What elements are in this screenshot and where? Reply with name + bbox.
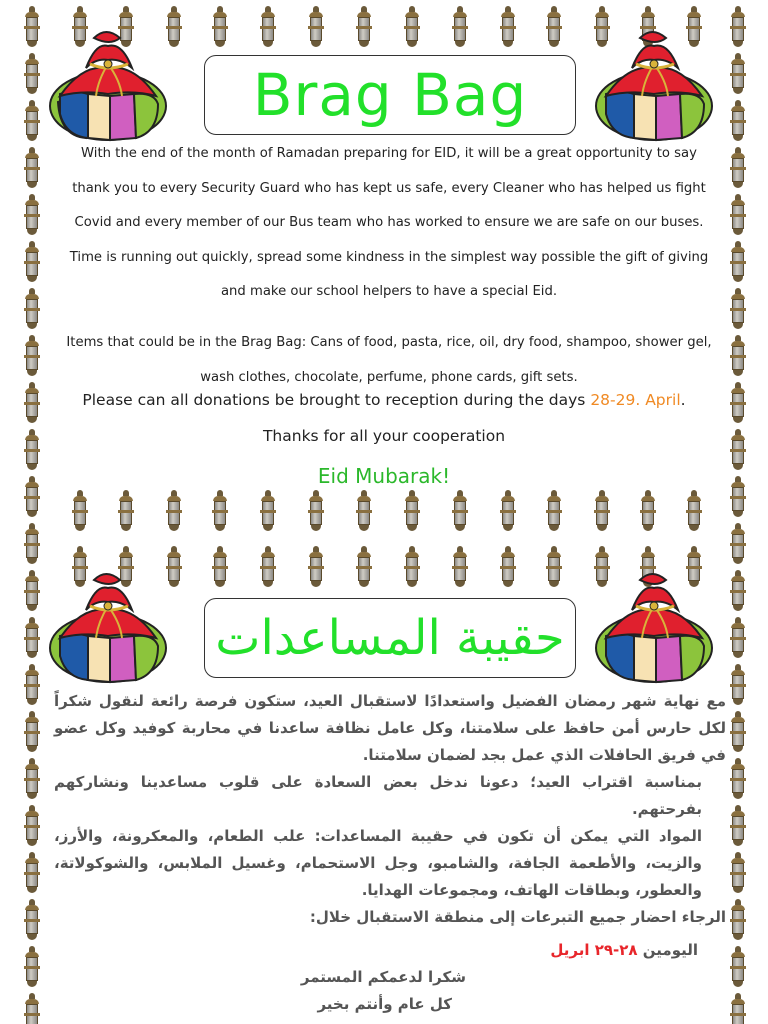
arabic-thanks: شكرا لدعمكم المستمر <box>300 968 466 986</box>
paragraph-line: thank you to every Security Guard who has kept us safe, every Cleaner who has helped us fight <box>72 180 706 196</box>
paragraph-line: With the end of the month of Ramadan preparing for EID, it will be a great opportunity to say <box>81 146 697 161</box>
lantern-icon <box>730 852 746 896</box>
paragraph-line: and make our school helpers to have a special Eid. <box>220 284 558 299</box>
paragraph-line: Covid and every member of our Bus team who has worked to ensure we are safe on our buses. <box>74 215 704 230</box>
lantern-icon <box>730 899 746 943</box>
lantern-icon <box>546 6 562 50</box>
arabic-items-list: المواد التي يمكن أن تكون في حقيبة المساعدات: علب الطعام، والمعكرونة، والأرز، والزيت، والأطعمة الجافة، والشامبو، وجل الاستحمام، وغسيل الملابس، والشوكولاتة، والعطور، وبطاقات الهاتف، ومجموعات الهدايا. <box>54 827 702 899</box>
lantern-icon <box>24 194 40 238</box>
lantern-icon <box>24 993 40 1024</box>
lantern-icon <box>24 899 40 943</box>
thanks-text: Thanks for all your cooperation <box>262 427 506 445</box>
page-title: Brag Bag <box>252 61 528 129</box>
lantern-icon <box>212 490 228 534</box>
lantern-icon <box>546 490 562 534</box>
lantern-icon <box>260 546 276 590</box>
lantern-icon <box>24 664 40 708</box>
lantern-icon <box>72 490 88 534</box>
lantern-icon <box>640 490 656 534</box>
lantern-icon <box>730 664 746 708</box>
english-title-box <box>204 55 576 135</box>
lantern-icon <box>24 147 40 191</box>
gift-bag-icon <box>46 566 170 684</box>
lantern-icon <box>356 546 372 590</box>
lantern-icon <box>308 546 324 590</box>
arabic-title-box <box>204 598 576 678</box>
lantern-icon <box>212 6 228 50</box>
lantern-icon <box>24 711 40 755</box>
lantern-icon <box>404 546 420 590</box>
lantern-icon <box>118 490 134 534</box>
lantern-icon <box>24 335 40 379</box>
lantern-icon <box>730 711 746 755</box>
lantern-icon <box>452 490 468 534</box>
lantern-icon <box>24 100 40 144</box>
lantern-icon <box>24 241 40 285</box>
gift-bag-icon <box>592 566 716 684</box>
lantern-icon <box>356 6 372 50</box>
lantern-icon <box>730 570 746 614</box>
lantern-icon <box>730 6 746 50</box>
lantern-icon <box>730 805 746 849</box>
lantern-icon <box>308 490 324 534</box>
lantern-icon <box>260 490 276 534</box>
lantern-icon <box>500 490 516 534</box>
lantern-icon <box>404 6 420 50</box>
lantern-icon <box>24 805 40 849</box>
lantern-icon <box>24 288 40 332</box>
arabic-paragraph: مع نهاية شهر رمضان الفضيل واستعدادًا لاستقبال العيد، ستكون فرصة رائعة لنقول شكراً لكل حارس أمن حافظ على سلامتنا، وكل عامل نظافة ساعدنا في محاربة كوفيد وكل عضو في فريق الحافلات الذي عمل بجد لضمان سلامتنا. بمناسبة اقتراب العيد؛ دعونا ندخل بعض السعادة على قلوب مساعدينا ونشاركهم بفرحتهم. المواد التي يمكن أن تكون في حقيبة المساعدات: علب الطعام، والمعكرونة، والأرز، والزيت، والأطعمة الجافة، والشامبو، وجل الاستحمام، وغسيل الملابس، والشوكولاتة، والعطور، وبطاقات الهاتف، ومجموعات الهدايا. الرجاء احضار جميع التبرعات إلى منطقة الاستقبال خلال: <box>54 688 726 931</box>
lantern-icon <box>452 546 468 590</box>
lantern-icon <box>260 6 276 50</box>
lantern-icon <box>166 490 182 534</box>
lantern-icon <box>686 490 702 534</box>
paragraph-line: Time is running out quickly, spread some kindness in the simplest way possible the gift of giving <box>69 249 709 265</box>
lantern-icon <box>500 6 516 50</box>
lantern-icon <box>308 6 324 50</box>
items-line: Items that could be in the Brag Bag: Cans of food, pasta, rice, oil, dry food, shampoo, shower gel, <box>66 335 712 350</box>
arabic-donation-days: اليومين ٢٨-٢٩ ابريل <box>550 941 698 959</box>
lantern-icon <box>212 546 228 590</box>
lantern-icon <box>24 570 40 614</box>
lantern-icon <box>404 490 420 534</box>
items-line: wash clothes, chocolate, perfume, phone cards, gift sets. <box>200 370 578 385</box>
lantern-icon <box>356 490 372 534</box>
lantern-icon <box>24 852 40 896</box>
lantern-icon <box>24 758 40 802</box>
lantern-icon <box>500 546 516 590</box>
lantern-icon <box>24 523 40 567</box>
lantern-icon <box>594 490 610 534</box>
gift-bag-icon <box>592 24 716 142</box>
lantern-icon <box>452 6 468 50</box>
lantern-icon <box>546 546 562 590</box>
gift-bag-icon <box>46 24 170 142</box>
donation-notice: Please can all donations be brought to reception during the days 28-29. April. <box>82 391 686 409</box>
lantern-icon <box>730 993 746 1024</box>
lantern-icon <box>730 53 746 97</box>
lantern-icon <box>24 6 40 50</box>
english-paragraph <box>44 137 734 310</box>
lantern-icon <box>730 617 746 661</box>
lantern-icon <box>730 523 746 567</box>
arabic-donation-notice: الرجاء احضار جميع التبرعات إلى منطقة الاستقبال خلال: <box>309 908 726 926</box>
arabic-greeting: كل عام وأنتم بخير <box>317 995 452 1013</box>
lantern-icon <box>730 758 746 802</box>
lantern-icon <box>730 946 746 990</box>
lantern-icon <box>24 617 40 661</box>
donation-dates: 28-29. April <box>590 391 681 409</box>
lantern-icon <box>24 53 40 97</box>
eid-greeting: Eid Mubarak! <box>317 464 451 488</box>
lantern-icon <box>24 946 40 990</box>
english-items-list <box>44 325 734 395</box>
arabic-title: حقيبة المساعدات <box>215 610 565 666</box>
arabic-donation-dates: ٢٨-٢٩ ابريل <box>550 941 638 959</box>
